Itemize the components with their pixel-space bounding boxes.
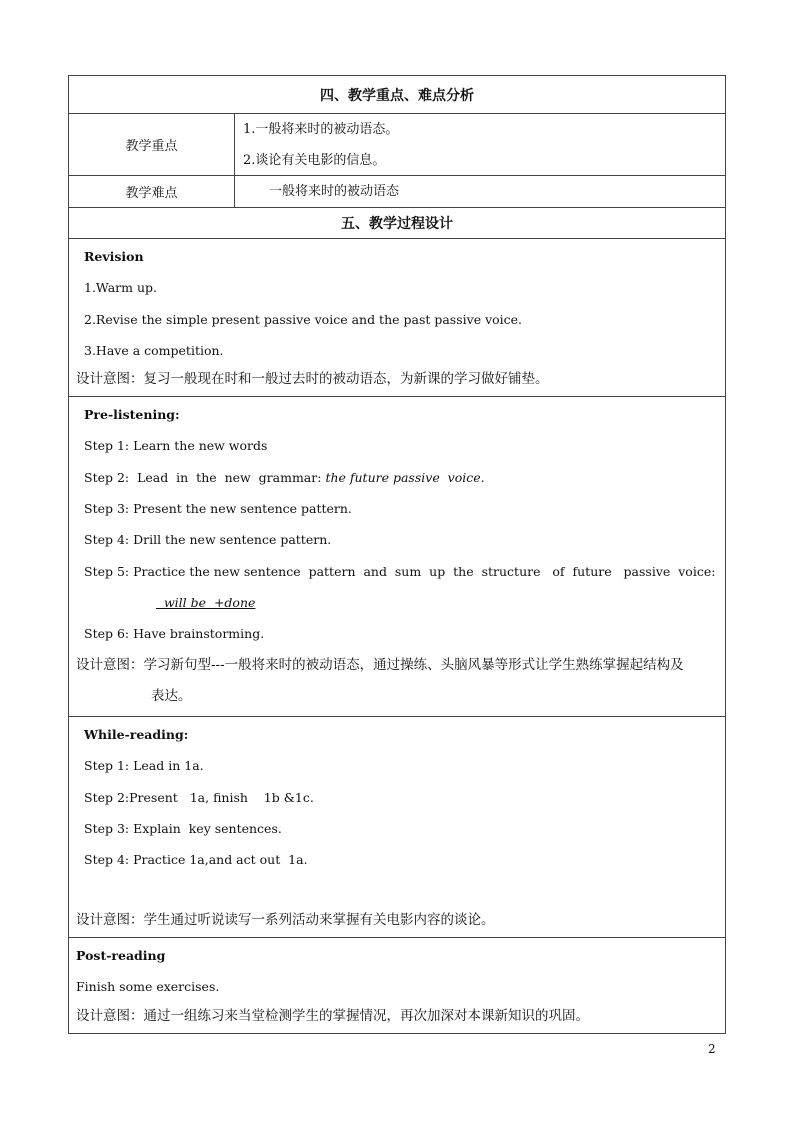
postreading-heading: Post-reading [76, 947, 166, 963]
prelistening-step-4: Step 4: Drill the new sentence pattern. [84, 532, 332, 548]
prelistening-heading: Pre-listening: [84, 407, 180, 423]
postreading-text: Finish some exercises. [76, 979, 220, 995]
focus-item-1: 1.一般将来时的被动语态。 [243, 122, 399, 137]
whilereading-step-2: Step 2:Present 1a, finish 1b &1c. [84, 789, 314, 805]
step2-text: Step 2: Lead in the new grammar: [84, 469, 326, 485]
lesson-plan-table [68, 75, 726, 1034]
postreading-section [69, 938, 725, 1033]
step2-italic: the future passive voice. [325, 469, 485, 485]
prelistening-intent-2: 表达。 [151, 687, 192, 704]
prelistening-section [69, 397, 725, 717]
difficulty-row [69, 176, 725, 208]
prelistening-step-1: Step 1: Learn the new words [84, 438, 268, 454]
whilereading-section [69, 717, 725, 938]
difficulty-content: 一般将来时的被动语态 [269, 184, 400, 199]
whilereading-step-4: Step 4: Practice 1a,and act out 1a. [84, 852, 308, 868]
section4-title: 四、教学重点、难点分析 [69, 76, 725, 114]
whilereading-blank [69, 876, 725, 907]
whilereading-step-3: Step 3: Explain key sentences. [84, 821, 282, 837]
prelistening-step-6: Step 6: Have brainstorming. [84, 626, 265, 642]
revision-step-1: 1.Warm up. [84, 280, 157, 296]
formula-line [69, 587, 725, 618]
revision-intent: 设计意图：复习一般现在时和一般过去时的被动语态，为新课的学习做好铺垫。 [76, 371, 549, 388]
focus-row [69, 114, 725, 176]
prelistening-step-3: Step 3: Present the new sentence pattern. [84, 501, 352, 517]
page-number: 2 [708, 1042, 716, 1056]
focus-item-2: 2.谈论有关电影的信息。 [243, 153, 386, 168]
revision-step-2: 2.Revise the simple present passive voice and the past passive voice. [84, 311, 523, 327]
prelistening-intent-1: 设计意图：学习新句型---一般将来时的被动语态，通过操练、头脑风暴等形式让学生熟练掌握起结构及 [76, 656, 684, 673]
whilereading-intent: 设计意图：学生通过听说读写一系列活动来掌握有关电影内容的谈论。 [76, 911, 495, 928]
postreading-intent: 设计意图：通过一组练习来当堂检测学生的掌握情况，再次加深对本课新知识的巩固。 [76, 1007, 589, 1024]
focus-label: 教学重点 [69, 114, 235, 175]
whilereading-step-1: Step 1: Lead in 1a. [84, 758, 204, 774]
formula: will be +done [156, 594, 256, 610]
revision-section [69, 239, 725, 397]
difficulty-label: 教学难点 [69, 176, 235, 207]
section5-title: 五、教学过程设计 [69, 208, 725, 239]
revision-step-3: 3.Have a competition. [84, 342, 224, 358]
prelistening-step-5: Step 5: Practice the new sentence pattern and sum up the structure of future passive voice: [84, 563, 716, 579]
revision-heading: Revision [84, 249, 144, 264]
focus-content [235, 114, 725, 175]
prelistening-step-2 [69, 462, 725, 493]
whilereading-heading: While-reading: [84, 727, 189, 743]
